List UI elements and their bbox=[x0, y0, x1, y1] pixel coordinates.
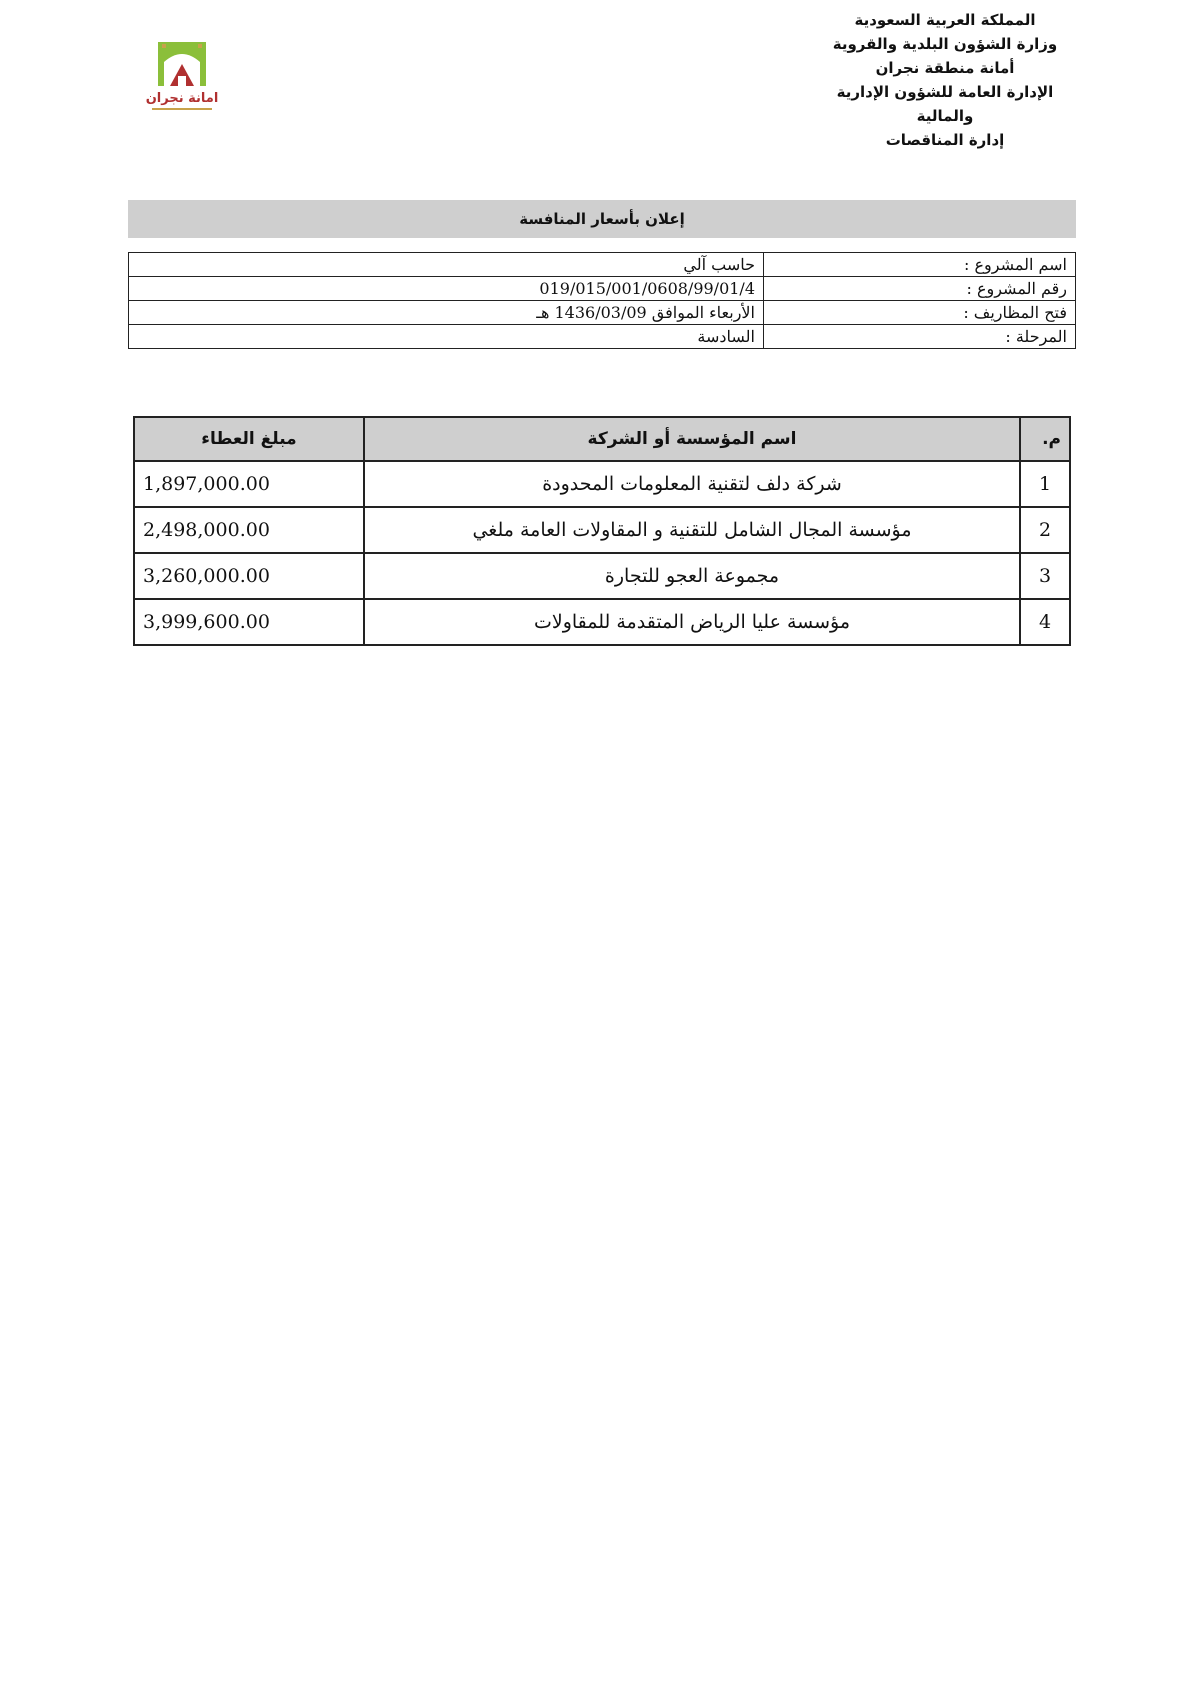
bids-header-row bbox=[134, 417, 1070, 461]
table-row bbox=[134, 507, 1070, 553]
bid-amount: 3,999,600.00 bbox=[134, 599, 364, 645]
row-number: 4 bbox=[1020, 599, 1070, 645]
project-info-table bbox=[128, 252, 1076, 349]
document-title: إعلان بأسعار المنافسة bbox=[128, 200, 1076, 238]
header-line-country: المملكة العربية السعودية bbox=[854, 11, 1036, 29]
project-number-label: رقم المشروع : bbox=[764, 277, 1076, 301]
project-number-value: 019/015/001/0608/99/01/4 bbox=[129, 277, 764, 301]
project-info-row bbox=[129, 301, 1076, 325]
table-row bbox=[134, 599, 1070, 645]
najran-municipality-logo bbox=[144, 40, 220, 116]
header-bid-amount: مبلغ العطاء bbox=[134, 417, 364, 461]
header-line-ministry: وزارة الشؤون البلدية والقروية bbox=[832, 35, 1058, 53]
header-company-name: اسم المؤسسة أو الشركة bbox=[364, 417, 1020, 461]
project-name-value: حاسب آلي bbox=[129, 253, 764, 277]
header-line-department-cont: والمالية bbox=[916, 107, 974, 125]
company-name: مجموعة العجو للتجارة bbox=[364, 553, 1020, 599]
envelope-opening-label: فتح المظاريف : bbox=[764, 301, 1076, 325]
company-name: شركة دلف لتقنية المعلومات المحدودة bbox=[364, 461, 1020, 507]
company-name: مؤسسة المجال الشامل للتقنية و المقاولات العامة ملغي bbox=[364, 507, 1020, 553]
logo-wordmark: امانة نجران bbox=[145, 91, 219, 106]
bids-table bbox=[133, 416, 1071, 646]
stage-label: المرحلة : bbox=[764, 325, 1076, 349]
company-name: مؤسسة عليا الرياض المتقدمة للمقاولات bbox=[364, 599, 1020, 645]
row-number: 2 bbox=[1020, 507, 1070, 553]
row-number: 3 bbox=[1020, 553, 1070, 599]
table-row bbox=[134, 553, 1070, 599]
project-info-row bbox=[129, 325, 1076, 349]
stage-value: السادسة bbox=[129, 325, 764, 349]
bid-amount: 2,498,000.00 bbox=[134, 507, 364, 553]
project-info-row bbox=[129, 277, 1076, 301]
project-info-row bbox=[129, 253, 1076, 277]
envelope-opening-value: الأربعاء الموافق 1436/03/09 هـ bbox=[129, 301, 764, 325]
bid-amount: 1,897,000.00 bbox=[134, 461, 364, 507]
table-row bbox=[134, 461, 1070, 507]
project-name-label: اسم المشروع : bbox=[764, 253, 1076, 277]
bid-amount: 3,260,000.00 bbox=[134, 553, 364, 599]
header-number: م. bbox=[1020, 417, 1070, 461]
issuer-header bbox=[780, 8, 1110, 152]
header-line-municipality: أمانة منطقة نجران bbox=[875, 59, 1015, 77]
row-number: 1 bbox=[1020, 461, 1070, 507]
header-line-department: الإدارة العامة للشؤون الإدارية bbox=[836, 83, 1054, 101]
header-line-tenders: إدارة المناقصات bbox=[885, 131, 1005, 149]
